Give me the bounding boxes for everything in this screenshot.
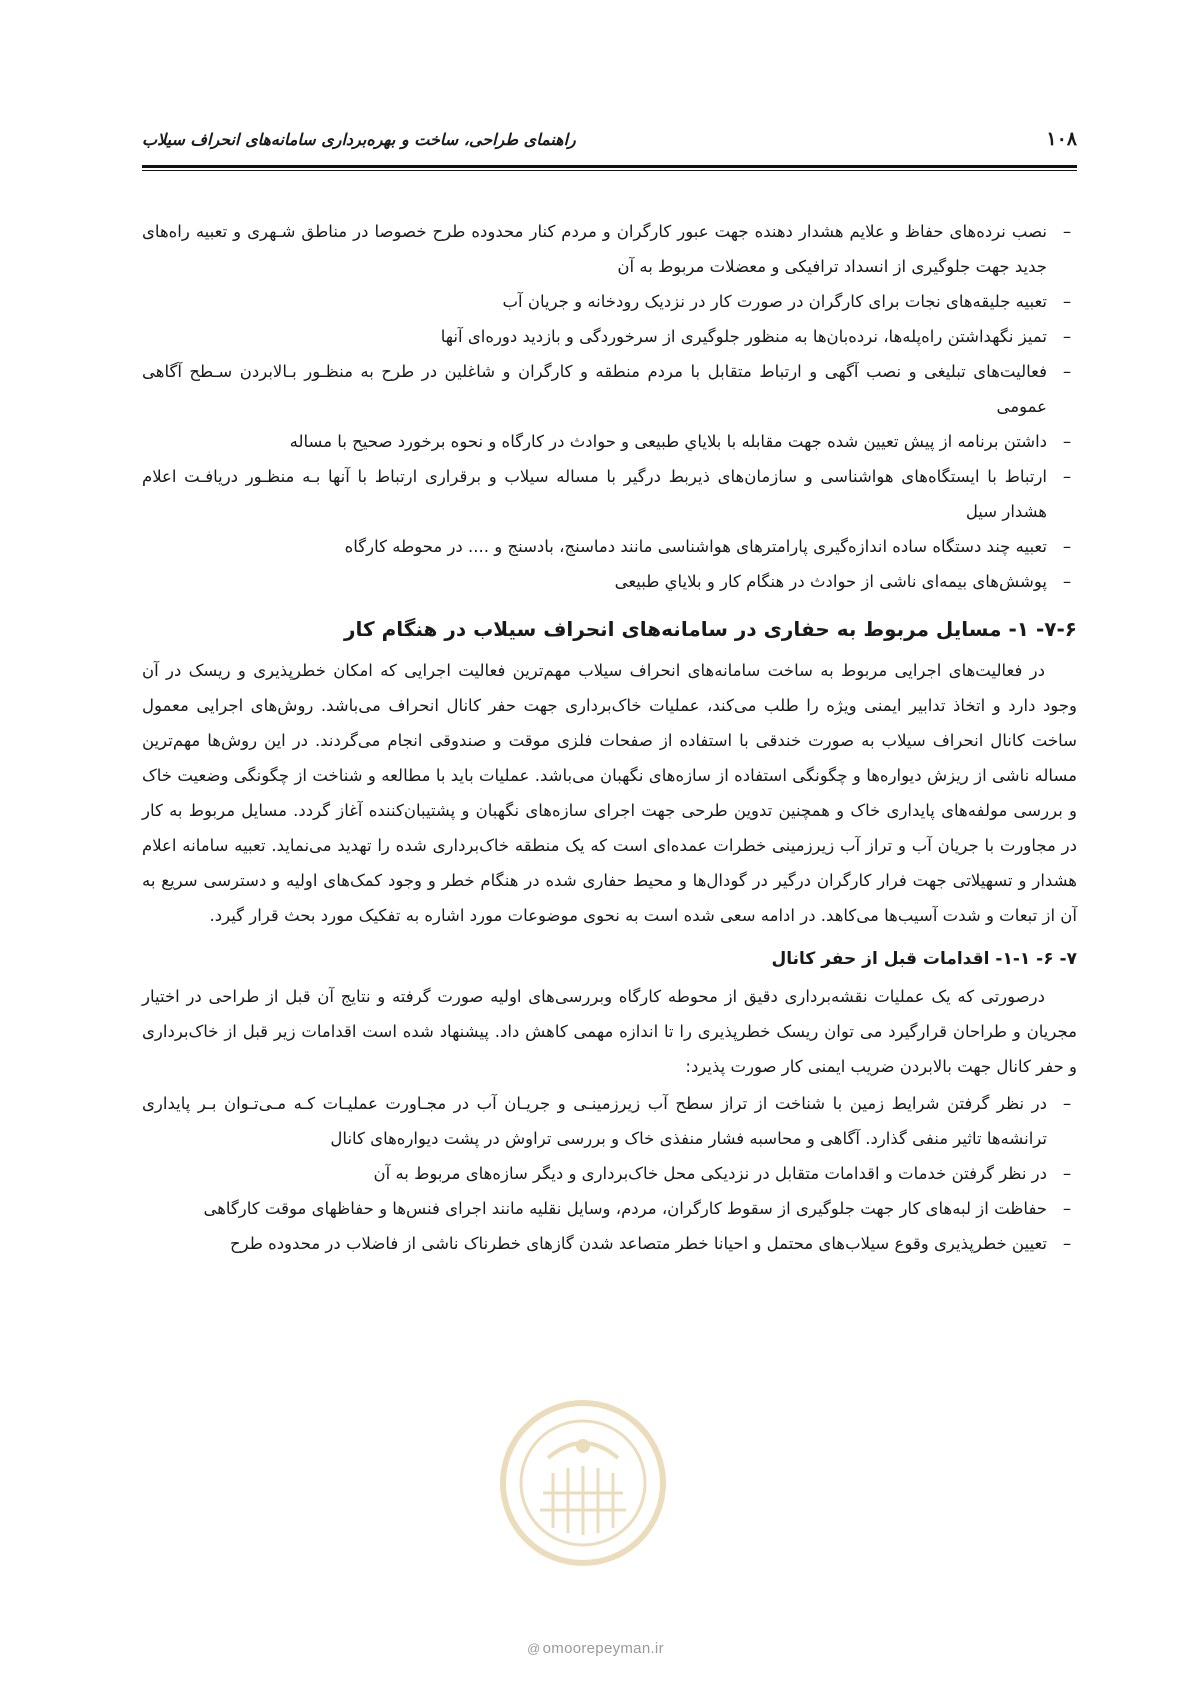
list-item [142,319,1077,354]
bullet-text: در نظر گرفتن شرایط زمین با شناخت از تراز سطح آب زیرزمینـی و جریـان آب در مجـاورت عملیـات کـه مـی‌تـوان بـر پایداری ترانشه‌ها تاثیر منفی گذارد. آگاهی و محاسبه فشار منفذی خاک و بررسی تراوش در پشت دیواره‌های کانال [142,1094,1047,1148]
list-item [142,1156,1077,1191]
pre-excavation-bullet-list [142,1086,1077,1261]
bullet-text: حفاظت از لبه‌های کار جهت جلوگیری از سقوط کارگران، مردم، وسایل نقلیه مانند اجرای فنس‌ها و حفاظهای موقت کارگاهی [203,1199,1047,1218]
bullet-text: نصب نرده‌های حفاظ و علایم هشدار دهنده جهت عبور کارگران و مردم کنار محدوده طرح خصوصا در مناطق شـهری و تعبیه راه‌های جدید جهت جلوگیری از انسداد ترافیکی و معضلات مربوط به آن [142,222,1047,276]
list-item [142,1226,1077,1261]
safety-bullet-list [142,214,1077,599]
list-item [142,459,1077,529]
bullet-dash: – [1062,467,1072,486]
bullet-text: فعالیت‌های تبلیغی و نصب آگهی و ارتباط متقابل با مردم منطقه و کارگران و شاغلین در طرح به منظـور بـالابردن سـطح آگاهی عمومی [142,362,1047,416]
page-number: ۱۰۸ [1046,128,1077,150]
section-paragraph: در فعالیت‌های اجرایی مربوط به ساخت سامانه‌های انحراف سیلاب مهم‌ترین فعالیت اجرایی که امکان خطرپذیری و ریسک در آن وجود دارد و اتخاذ تدابیر ایمنی ویژه را طلب می‌کند، عملیات خاک‌برداری جهت حفر کانال انحراف می‌باشد. روش‌های اجرایی معمول ساخت کانال انحراف سیلاب به صورت خندقی با استفاده از صفحات فلزی موقت و صندوقی انجام می‌گردند. در این روش‌ها مهم‌ترین مساله ناشی از ریزش دیواره‌ها و چگونگی استفاده از سازه‌های نگهبان می‌باشد. عملیات باید با مطالعه و شناخت از چگونگی وضعیت خاک و بررسی مولفه‌های پایداری خاک و همچنین تدوین طرحی جهت اجرای سازه‌های نگهبان و پشتیبان‌کننده آغاز گردد. مسایل مربوط به کار در مجاورت با جریان آب و تراز آب زیرزمینی خطرات عمده‌ای است که یک منطقه خاک‌برداری شده را تهدید می‌نماید. تعبیه سامانه اعلام هشدار و تسهیلاتی جهت فرار کارگران درگیر در گودال‌ها و محیط حفاری شده در هنگام خطر و وجود کمک‌های اولیه و دسترسی سریع به آن از تبعات و شدت آسیب‌ها می‌کاهد. در ادامه سعی شده است به نحوی موضوعات مورد اشاره به تفکیک مورد بحث قرار گیرد. [142,661,1077,925]
watermark-logo-icon [498,1398,668,1568]
footer-url-text: omoorepeyman.ir [542,1640,664,1657]
list-item [142,564,1077,599]
list-item [142,1086,1077,1156]
list-item [142,1191,1077,1226]
bullet-text: تعبیه جلیقه‌های نجات برای کارگران در صورت کار در نزدیک رودخانه و جریان آب [502,292,1047,311]
bullet-text: در نظر گرفتن خدمات و اقدامات متقابل در نزدیکی محل خاک‌برداری و دیگر سازه‌های مربوط به آن [373,1164,1047,1183]
footer-website [0,1640,1191,1657]
bullet-dash: – [1062,292,1072,311]
bullet-text: پوشش‌های بیمه‌ای ناشی از حوادث در هنگام کار و بلاياي طبیعی [614,572,1047,591]
book-title: راهنمای طراحی، ساخت و بهره‌برداری سامانه‌های انحراف سیلاب [142,130,576,149]
bullet-dash: – [1062,432,1072,451]
bullet-dash: – [1062,327,1072,346]
list-item [142,529,1077,564]
bullet-dash: – [1062,1199,1072,1218]
bullet-dash: – [1062,1234,1072,1253]
bullet-text: تعبیه چند دستگاه ساده اندازه‌گیری پارامترهای هواشناسی مانند دماسنج، بادسنج و .... در محوطه کارگاه [344,537,1047,556]
header-rule-thick [142,165,1077,168]
bullet-dash: – [1062,537,1072,556]
bullet-dash: – [1062,1164,1072,1183]
subsection-heading: ۷- ۶- ۱-۱- اقدامات قبل از حفر کانال [771,949,1077,969]
bullet-text: تعیین خطرپذیری وقوع سیلاب‌های محتمل و احیانا خطر متصاعد شدن گازهای خطرناک ناشی از فاضلاب در محدوده طرح [229,1234,1047,1253]
bullet-text: تمیز نگهداشتن راه‌پله‌ها، نرده‌بان‌ها به منظور جلوگیری از سرخوردگی و بازدید دوره‌ای آنها [440,327,1047,346]
bullet-dash: – [1062,362,1072,381]
subsection-paragraph: درصورتی که یک عملیات نقشه‌برداری دقیق از محوطه کارگاه وبررسی‌های اولیه صورت گرفته و نتایج آن قبل از طراحی در اختیار مجریان و طراحان قرارگیرد می توان ریسک خطرپذیری را تا اندازه مهمی کاهش داد. پیشنهاد شده است اقدامات زیر قبل از خاک‌برداری و حفر کانال جهت بالابردن ضریب ایمنی کار صورت پذیرد: [142,987,1077,1076]
bullet-dash: – [1062,572,1072,591]
list-item [142,214,1077,284]
list-item [142,354,1077,424]
bullet-text: داشتن برنامه از پیش تعیین شده جهت مقابله با بلاياي طبیعی و حوادث در کارگاه و نحوه برخورد صحیح با مساله [289,432,1047,451]
page-header [142,128,1077,164]
bullet-dash: – [1062,222,1072,241]
header-rule-thin [142,170,1077,171]
section-heading: ۷-۶- ۱- مسایل مربوط به حفاری در سامانه‌های انحراف سیلاب در هنگام کار [343,617,1077,641]
list-item [142,284,1077,319]
list-item [142,424,1077,459]
bullet-text: ارتباط با ایستگاه‌های هواشناسی و سازمان‌های ذیربط درگیر با مساله سیلاب و برقراری ارتباط با آنها بـه منظـور دریافـت اعلام هشدار سیل [142,467,1047,521]
page-content [142,214,1077,1261]
bullet-dash: – [1062,1094,1072,1113]
at-icon: @ [527,1641,541,1656]
